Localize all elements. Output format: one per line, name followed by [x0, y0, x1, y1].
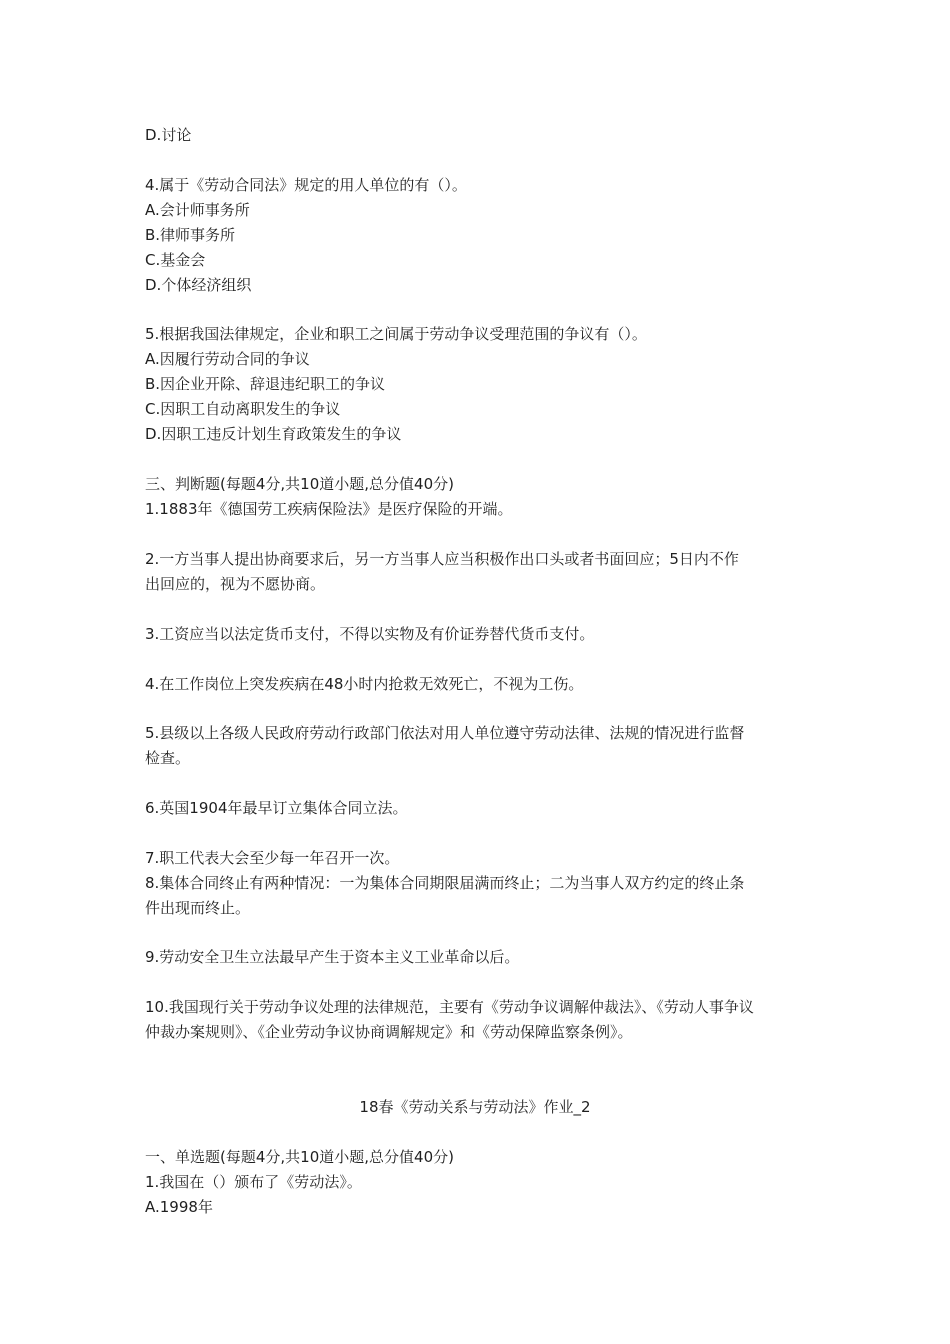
tf-item-8-line-2: 件出现而终止。: [145, 899, 251, 917]
assignment-title: 18春《劳动关系与劳动法》作业_2: [359, 1098, 591, 1116]
tf-item-3: 3.工资应当以法定货币支付，不得以实物及有价证券替代货币支付。: [145, 625, 595, 643]
tf-item-5-line-2: 检查。: [145, 749, 191, 767]
q4-question: 4.属于《劳动合同法》规定的用人单位的有（）。: [145, 176, 467, 194]
q5-option-b: B.因企业开除、辞退违纪职工的争议: [145, 375, 386, 393]
tf-item-10-line-2: 仲裁办案规则》、《企业劳动争议协商调解规定》和《劳动保障监察条例》。: [145, 1023, 633, 1041]
q5-option-c: C.因职工自动离职发生的争议: [145, 400, 341, 418]
q4-option-d: D.个体经济组织: [145, 276, 252, 294]
section1-header: 一、单选题(每题4分,共10道小题,总分值40分): [145, 1148, 454, 1166]
tf-item-5-line-1: 5.县级以上各级人民政府劳动行政部门依法对用人单位遵守劳动法律、法规的情况进行监督: [145, 724, 745, 742]
tf-item-10-line-1: 10.我国现行关于劳动争议处理的法律规范，主要有《劳动争议调解仲裁法》、《劳动人事争议: [145, 998, 754, 1016]
tf-item-6: 6.英国1904年最早订立集体合同立法。: [145, 799, 408, 817]
tf-item-9: 9.劳动安全卫生立法最早产生于资本主义工业革命以后。: [145, 948, 520, 966]
q3-option-d: D.讨论: [145, 126, 192, 144]
tf-item-8-line-1: 8.集体合同终止有两种情况：一为集体合同期限届满而终止；二为当事人双方约定的终止条: [145, 874, 745, 892]
tf-item-4: 4.在工作岗位上突发疾病在48小时内抢救无效死亡，不视为工伤。: [145, 675, 584, 693]
q4-option-c: C.基金会: [145, 251, 206, 269]
q4-option-b: B.律师事务所: [145, 226, 236, 244]
q5-question: 5.根据我国法律规定，企业和职工之间属于劳动争议受理范围的争议有（）。: [145, 325, 647, 343]
section3-header: 三、判断题(每题4分,共10道小题,总分值40分): [145, 475, 454, 493]
q4-option-a: A.会计师事务所: [145, 201, 250, 219]
a2-q1-option-a: A.1998年: [145, 1198, 213, 1216]
q5-option-d: D.因职工违反计划生育政策发生的争议: [145, 425, 402, 443]
tf-item-2-line-1: 2.一方当事人提出协商要求后，另一方当事人应当积极作出口头或者书面回应；5日内不作: [145, 550, 739, 568]
a2-q1-question: 1.我国在（）颁布了《劳动法》。: [145, 1173, 362, 1191]
tf-item-7: 7.职工代表大会至少每一年召开一次。: [145, 849, 400, 867]
q5-option-a: A.因履行劳动合同的争议: [145, 350, 310, 368]
tf-item-1: 1.1883年《德国劳工疾病保险法》是医疗保险的开端。: [145, 500, 513, 518]
tf-item-2-line-2: 出回应的，视为不愿协商。: [145, 575, 326, 593]
